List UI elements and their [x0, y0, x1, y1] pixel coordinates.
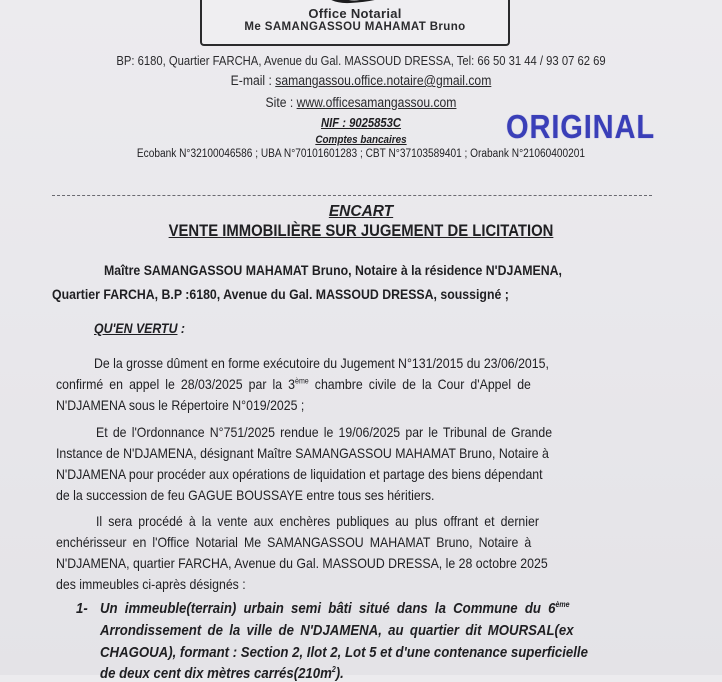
list-item-1-line-4-text: de deux cent dix mètres carrés(210m: [100, 665, 332, 682]
p3-line-1: Il sera procédé à la vente aux enchères publiques au plus offrant et dernier: [96, 513, 539, 529]
p1-superscript: ème: [295, 376, 309, 386]
p2-line-4: de la succession de feu GAGUE BOUSSAYE entre tous ses héritiers.: [56, 487, 435, 503]
p2-line-3: N'DJAMENA pour procéder aux opérations de liquidation et partage des biens dépendant: [56, 466, 543, 482]
section-heading: [94, 320, 185, 336]
area-superscript: 2: [331, 665, 336, 674]
section-colon: :: [177, 320, 186, 336]
intro-line-2: Quartier FARCHA, B.P :6180, Avenue du Gal. MASSOUD DRESSA, soussigné ;: [52, 286, 509, 302]
list-superscript: ème: [555, 600, 570, 609]
bank-accounts-label: Comptes bancaires: [315, 134, 407, 146]
original-stamp: ORIGINAL: [506, 108, 656, 145]
email-line: [36, 73, 686, 88]
list-number: 1-: [76, 600, 88, 617]
address-line: BP: 6180, Quartier FARCHA, Avenue du Gal. MASSOUD DRESSA, Tel: 66 50 31 44 / 93 07 62 69: [116, 54, 606, 68]
document-title: VENTE IMMOBILIÈRE SUR JUGEMENT DE LICITATION: [168, 222, 554, 240]
list-item-1-text: Un immeuble(terrain) urbain semi bâti situé dans la Commune du 6: [100, 600, 556, 617]
p1-line-1: De la grosse dûment en forme exécutoire du Jugement N°131/2015 du 23/06/2015,: [94, 355, 549, 371]
list-item-1-line-3: CHAGOUA), formant : Section 2, Ilot 2, Lot 5 et d'une contenance superficielle: [100, 644, 588, 661]
list-item-1-number: [76, 600, 88, 617]
office-title: Office Notarial: [308, 6, 402, 21]
list-item-1-line-2: Arrondissement de la ville de N'DJAMENA, au quartier dit MOURSAL(ex: [100, 622, 574, 639]
site-label: Site :: [265, 95, 297, 110]
p3-line-4: des immeubles ci-après désignés :: [56, 576, 246, 592]
p1-line-2-text: confirmé en appel le 28/03/2025 par la 3: [56, 376, 296, 392]
letterhead-logo-box: [200, 0, 510, 46]
p1-line-2-post: chambre civile de la Cour d'Appel de: [308, 376, 531, 392]
email-link[interactable]: samangassou.office.notaire@gmail.com: [275, 73, 492, 88]
encart-heading: ENCART: [328, 203, 394, 220]
p3-line-2: enchérisseur en l'Office Notarial Me SAMANGASSOU MAHAMAT Bruno, Notaire à: [56, 534, 532, 550]
nif-number: NIF : 9025853C: [320, 116, 402, 130]
list-item-1-line-4: [100, 665, 344, 682]
intro-line-1: Maître SAMANGASSOU MAHAMAT Bruno, Notaire à la résidence N'DJAMENA,: [104, 262, 562, 278]
p3-line-3: N'DJAMENA, quartier FARCHA, Avenue du Gal. MASSOUD DRESSA, le 28 octobre 2025: [56, 555, 548, 571]
site-link[interactable]: www.officesamangassou.com: [296, 95, 457, 110]
section-label: QU'EN VERTU: [94, 320, 178, 336]
email-label: E-mail :: [230, 73, 276, 88]
header-divider: [52, 195, 652, 196]
p2-line-2: Instance de N'DJAMENA, désignant Maître SAMANGASSOU MAHAMAT Bruno, Notaire à: [56, 445, 549, 461]
p1-line-3: N'DJAMENA sous le Répertoire N°019/2025 ;: [56, 397, 305, 413]
p1-line-2: [56, 376, 531, 392]
notary-name: Me SAMANGASSOU MAHAMAT Bruno: [244, 21, 466, 33]
list-item-1-line-1: [100, 600, 570, 617]
p2-line-1: Et de l'Ordonnance N°751/2025 rendue le 19/06/2025 par le Tribunal de Grande: [96, 424, 553, 440]
list-item-1-line-4-post: ).: [335, 665, 344, 682]
bank-accounts-line: Ecobank N°32100046586 ; UBA N°70101601283 ; CBT N°37103589401 ; Orabank N°21060400201: [136, 148, 586, 160]
